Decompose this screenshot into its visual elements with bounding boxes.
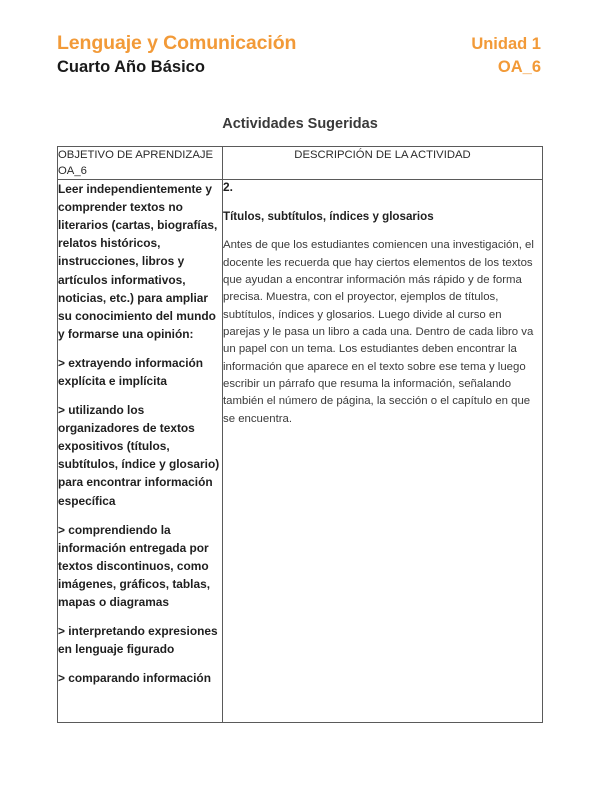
objective-bullet: > comparando información [58, 671, 211, 686]
activity-subheading: Títulos, subtítulos, índices y glosarios [223, 209, 434, 223]
activity-number: 2. [223, 180, 233, 195]
header-row-primary [57, 32, 541, 55]
grade-title: Cuarto Año Básico [57, 58, 205, 76]
objective-bullet: > interpretando expresiones en lenguaje figurado [58, 624, 218, 657]
unit-label: Unidad 1 [471, 35, 541, 53]
objective-cell [58, 180, 223, 723]
column-header-objetivo: OBJETIVO DE APRENDIZAJE OA_6 [58, 147, 223, 180]
objective-intro: Leer independientemente y comprender textos no literarios (cartas, biografías, relatos históricos, instrucciones, libros y artículos informativos, noticias, etc.) para ampliar su conocimiento del mundo y formarse una opinión: [58, 182, 218, 341]
table-header-row [58, 147, 543, 180]
section-heading: Actividades Sugeridas [222, 116, 378, 132]
objective-bullet: > utilizando los organizadores de textos expositivos (títulos, subtítulos, índice y glosario) para encontrar información específica [58, 403, 220, 508]
objective-bullet: > comprendiendo la información entregada por textos discontinuos, como imágenes, gráficos, tablas, mapas o diagramas [58, 522, 210, 610]
column-header-descripcion: DESCRIPCIÓN DE LA ACTIVIDAD [223, 147, 543, 180]
table-row [58, 180, 543, 723]
oa-code-label: OA_6 [497, 58, 541, 76]
objective-bullet: > extrayendo información explícita e implícita [58, 355, 204, 388]
subject-title: Lenguaje y Comunicación [57, 32, 297, 54]
activity-body: Antes de que los estudiantes comiencen una investigación, el docente les recuerda que hay ciertos elementos de los textos que ayudan a encontrar información más rápido y de forma precisa. Muestra, con el proyector, ejemplos de títulos, subtítulos, índices y glosarios. Luego divide al curso en parejas y le pasa un libro a cada una. Dentro de cada libro va un papel con un tema. Los estudiantes deben encontrar la información que aparece en el texto sobre ese tema y luego escribir un párrafo que resuma la información, señalando también el número de página, la sección o el capítulo en que se encuentra. [223, 239, 534, 425]
activity-cell [223, 180, 543, 723]
activities-table [57, 146, 543, 723]
document-header [57, 32, 541, 77]
header-row-secondary [57, 57, 541, 77]
